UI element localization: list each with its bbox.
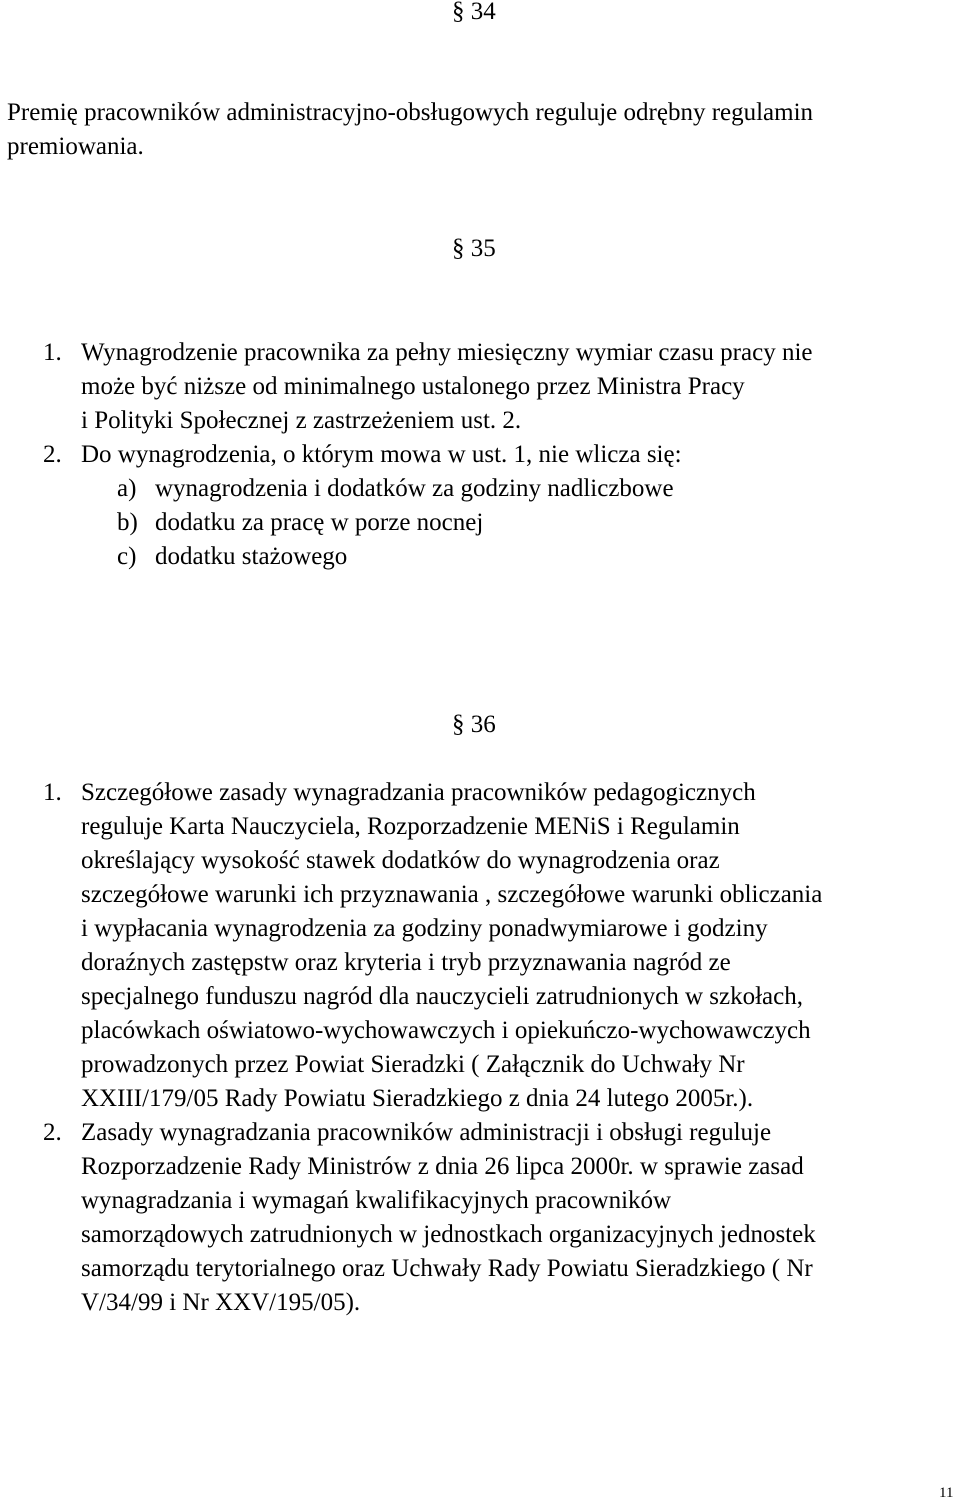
text-line: i Polityki Społecznej z zastrzeżeniem ust. 2. — [81, 407, 522, 434]
text-line: może być niższe od minimalnego ustalonego przez Ministra Pracy — [81, 373, 745, 400]
item-number: 1. — [43, 779, 62, 806]
text-line: i wypłacania wynagrodzenia za godziny ponadwymiarowe i godziny — [81, 915, 768, 942]
item-number: 2. — [43, 1119, 62, 1146]
text-line: reguluje Karta Nauczyciela, Rozporzadzenie MENiS i Regulamin — [81, 813, 740, 840]
subitem-text: wynagrodzenia i dodatków za godziny nadliczbowe — [155, 475, 674, 502]
text-line: Szczegółowe zasady wynagradzania pracowników pedagogicznych — [81, 779, 756, 806]
item-number: 1. — [43, 339, 62, 366]
text-line: doraźnych zastępstw oraz kryteria i tryb przyznawania nagród ze — [81, 949, 731, 976]
text-line: wynagradzania i wymagań kwalifikacyjnych pracowników — [81, 1187, 672, 1214]
item-number: 2. — [43, 441, 62, 468]
text-line: premiowania. — [7, 133, 144, 160]
section-heading-36: § 36 — [452, 711, 496, 738]
text-line: Rozporzadzenie Rady Ministrów z dnia 26 lipca 2000r. w sprawie zasad — [81, 1153, 804, 1180]
subitem-text: dodatku za pracę w porze nocnej — [155, 509, 484, 536]
subitem-text: dodatku stażowego — [155, 543, 348, 570]
text-line: Zasady wynagradzania pracowników administracji i obsługi reguluje — [81, 1119, 772, 1146]
section-heading-35: § 35 — [452, 235, 496, 262]
text-line: Premię pracowników administracyjno-obsługowych reguluje odrębny regulamin — [7, 99, 814, 126]
subitem-label: a) — [117, 475, 137, 502]
text-line: określający wysokość stawek dodatków do wynagrodzenia oraz — [81, 847, 720, 874]
subitem-label: b) — [117, 509, 138, 536]
text-line: prowadzonych przez Powiat Sieradzki ( Załącznik do Uchwały Nr — [81, 1051, 745, 1078]
text-line: Do wynagrodzenia, o którym mowa w ust. 1, nie wlicza się: — [81, 441, 682, 468]
text-line: XXIII/179/05 Rady Powiatu Sieradzkiego z dnia 24 lutego 2005r.). — [81, 1085, 754, 1112]
text-line: szczegółowe warunki ich przyznawania , szczegółowe warunki obliczania — [81, 881, 823, 908]
text-line: specjalnego funduszu nagród dla nauczycieli zatrudnionych w szkołach, — [81, 983, 803, 1010]
section-heading-34: § 34 — [452, 0, 496, 25]
page-number: 11 — [939, 1485, 954, 1501]
subitem-label: c) — [117, 543, 137, 570]
text-line: V/34/99 i Nr XXV/195/05). — [81, 1289, 361, 1316]
text-line: Wynagrodzenie pracownika za pełny miesięczny wymiar czasu pracy nie — [81, 339, 813, 366]
text-line: samorządowych zatrudnionych w jednostkach organizacyjnych jednostek — [81, 1221, 816, 1248]
text-line: placówkach oświatowo-wychowawczych i opiekuńczo-wychowawczych — [81, 1017, 811, 1044]
text-line: samorządu terytorialnego oraz Uchwały Rady Powiatu Sieradzkiego ( Nr — [81, 1255, 813, 1282]
